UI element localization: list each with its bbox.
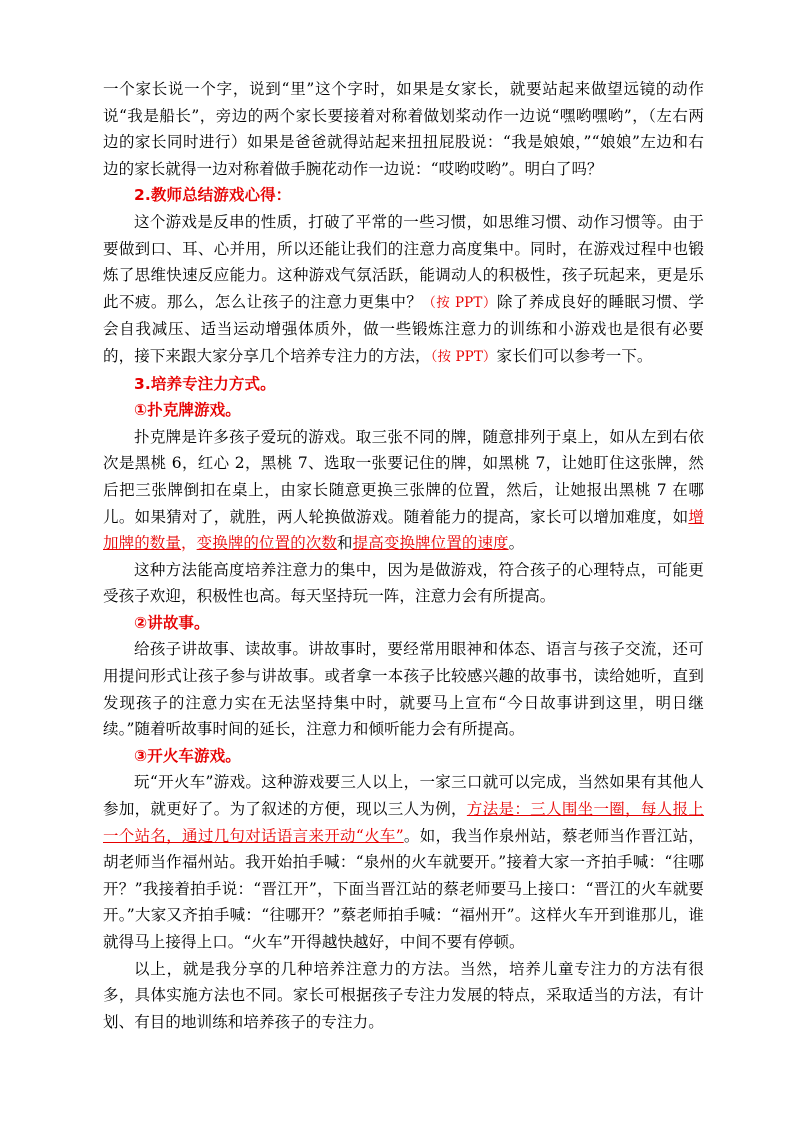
paragraph-text: 这个游戏是反串的性质，打破了平常的一些习惯，如思维习惯、动作习惯等。由于要做到口、耳、心并用，所以还能让我们的注意力高度集中。同时，在游戏过程中也锻炼了思维快速反应能力。这种游戏气氛活跃，能调动人的积极性，孩子玩起来，更是乐此不疲。那么，怎么让孩子的注意力更集中？ xyxy=(103,212,704,311)
heading-text: ②讲故事。 xyxy=(134,613,210,632)
paragraph-text: 玩“开火车”游戏。这种游戏要三人以上，一家三口就可以完成，当然如果有其他人参加，就更好了。为了叙述的方便，现以三人为例， xyxy=(103,773,704,819)
ppt-cue: （按 PPT） xyxy=(422,294,497,311)
paragraph-text: 除了养成良好的睡眠习惯、学会自我减压、适当运动增强体质外，做一些锻炼注意力的训练和小游戏也是很有必要的，接下来跟大家分享几个培养专注力的方法， xyxy=(103,292,704,365)
paragraph-text: 。 xyxy=(508,534,525,553)
subheading-storytelling xyxy=(103,610,704,637)
ppt-cue: （按 PPT） xyxy=(430,348,497,365)
section-heading-teacher-summary xyxy=(103,182,704,209)
highlight-text: 变换牌的位置的次数 xyxy=(196,534,338,553)
paragraph-story xyxy=(103,636,704,742)
paragraph-text: 给孩子讲故事、读故事。讲故事时，要经常用眼神和体态、语言与孩子交流，还可用提问形式让孩子参与讲故事。或者拿一本孩子比较感兴趣的故事书，读给她听，直到发现孩子的注意力实在无法坚持集中时，就要马上宣布“今日故事讲到这里，明日继续。”随着听故事时间的延长，注意力和倾听能力会有所提高。 xyxy=(103,640,704,739)
heading-text: 2.教师总结游戏心得： xyxy=(134,186,292,205)
section-heading-methods xyxy=(103,371,704,398)
paragraph-text: 家长们可以参考一下。 xyxy=(496,346,653,365)
paragraph-conclusion xyxy=(103,956,704,1036)
paragraph-poker xyxy=(103,424,704,557)
paragraph-poker-benefit xyxy=(103,557,704,610)
paragraph-summary xyxy=(103,209,704,371)
heading-text: 3.培养专注力方式。 xyxy=(134,374,276,393)
highlight-separator: ， xyxy=(181,534,197,553)
highlight-text: 增加牌的数量 xyxy=(103,507,704,553)
highlight-text: 提高变换牌位置的速度 xyxy=(352,534,509,553)
paragraph-text: 和 xyxy=(337,534,353,553)
heading-text: ①扑克牌游戏。 xyxy=(134,401,241,420)
paragraph-text: 这种方法能高度培养注意力的集中，因为是做游戏，符合孩子的心理特点，可能更受孩子欢迎，积极性也高。每天坚持玩一阵，注意力会有所提高。 xyxy=(103,560,704,606)
paragraph-text: 。如，我当作泉州站，蔡老师当作晋江站，胡老师当作福州站。我开始拍手喊：“泉州的火车就要开。”接着大家一齐拍手喊：“往哪开？”我接着拍手说：“晋江开”，下面当晋江站的蔡老师要马上接口：“晋江的火车就要开。”大家又齐拍手喊：“往哪开？”蔡老师拍手喊：“福州开”。这样火车开到谁那儿，谁就得马上接得上口。“火车”开得越快越好，中间不要有停顿。 xyxy=(103,826,704,951)
subheading-train-game xyxy=(103,743,704,770)
highlight-text: 方法是：三人围坐一圈，每人报上一个站名，通过几句对话语言来开动“火车” xyxy=(103,800,704,845)
paragraph-game-rules xyxy=(103,76,704,182)
subheading-poker-game xyxy=(103,397,704,424)
heading-text: ③开火车游戏。 xyxy=(134,746,241,765)
paragraph-text: 扑克牌是许多孩子爱玩的游戏。取三张不同的牌，随意排列于桌上，如从左到右依次是黑桃 6，红心 2，黑桃 7、选取一张要记住的牌，如黑桃 7，让她盯住这张牌，然后把三张牌倒扣在桌上，由家长随意更换三张牌的位置，然后，让她报出黑桃 7 在哪儿。如果猜对了，就胜，两人轮换做游戏。随着能力的提高，家长可以增加难度，如 xyxy=(103,427,704,526)
paragraph-text: 一个家长说一个字，说到“里”这个字时，如果是女家长，就要站起来做望远镜的动作说“我是船长”，旁边的两个家长要接着对称着做划桨动作一边说“嘿哟嘿哟”，（左右两边的家长同时进行）如果是爸爸就得站起来扭扭屁股说：“我是娘娘，”“娘娘”左边和右边的家长就得一边对称着做手腕花动作一边说：“哎哟哎哟”。明白了吗？ xyxy=(103,80,704,178)
paragraph-train xyxy=(103,769,704,955)
paragraph-text: 以上，就是我分享的几种培养注意力的方法。当然，培养儿童专注力的方法有很多，具体实施方法也不同。家长可根据孩子专注力发展的特点，采取适当的方法，有计划、有目的地训练和培养孩子的专注力。 xyxy=(103,959,704,1031)
